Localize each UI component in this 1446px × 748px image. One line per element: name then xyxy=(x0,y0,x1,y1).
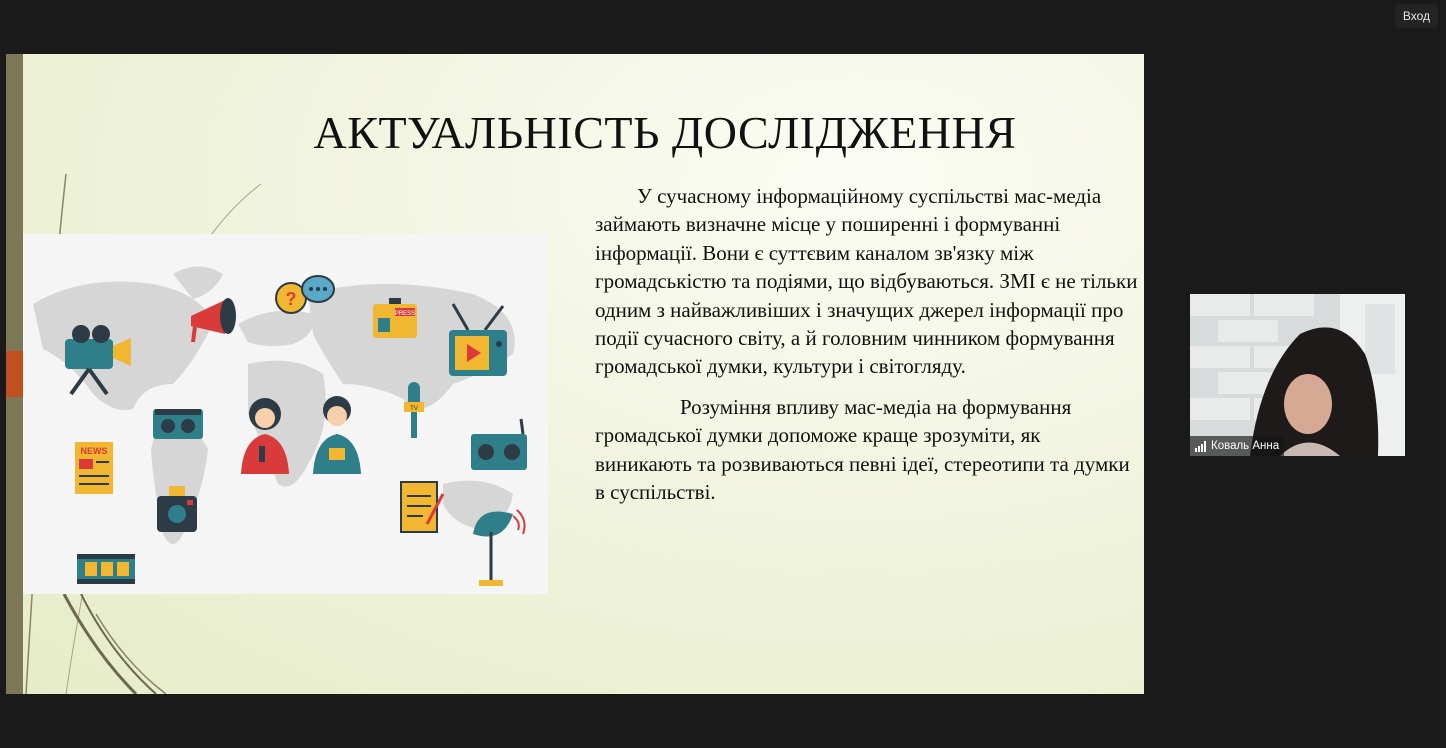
slide-paragraph-1: У сучасному інформаційному суспільстві мас-медіа займають визначне місце у поширенні і формуванні інформації. Вони є суттєвим каналом зв'язку між громадськістю та подіями, що відбуваються. ЗМІ є не тільки одним з найважливіших і значущих джерел інформації про події сучасного світу, а й головним чинником формування громадської думки, культури і світогляду. xyxy=(595,184,1138,379)
signal-strength-icon xyxy=(1195,441,1206,452)
slide-paragraph-2: Розуміння впливу мас-медіа на формування громадської думки допоможе краще зрозуміти, як виникають та розвиваються певні ідеї, стереотипи та думки в суспільстві. xyxy=(595,394,1130,505)
boombox-icon xyxy=(153,409,203,439)
satellite-dish-icon xyxy=(473,510,525,586)
press-badge-icon xyxy=(373,298,417,338)
join-button[interactable]: Вход xyxy=(1395,4,1438,28)
tv-label: TV xyxy=(410,406,418,412)
participant-name: Коваль Анна xyxy=(1211,440,1280,452)
media-illustration xyxy=(23,234,548,594)
notepad-icon xyxy=(401,482,443,532)
news-label: NEWS xyxy=(80,446,108,456)
slide-body-text xyxy=(595,182,1140,506)
participant-video-tile[interactable] xyxy=(1190,294,1405,456)
presentation-slide xyxy=(6,54,1144,694)
newspaper-icon xyxy=(75,442,113,494)
radio-icon xyxy=(471,419,527,470)
participant-video-feed xyxy=(1190,294,1405,456)
film-strip-icon xyxy=(77,554,135,584)
participant-name-tag xyxy=(1190,436,1284,456)
chat-bubble-icon xyxy=(302,276,334,302)
slide-title: АКТУАЛЬНІСТЬ ДОСЛІДЖЕННЯ xyxy=(313,107,1017,158)
press-label: PRESS xyxy=(394,311,416,317)
svg-text:?: ? xyxy=(285,289,297,309)
